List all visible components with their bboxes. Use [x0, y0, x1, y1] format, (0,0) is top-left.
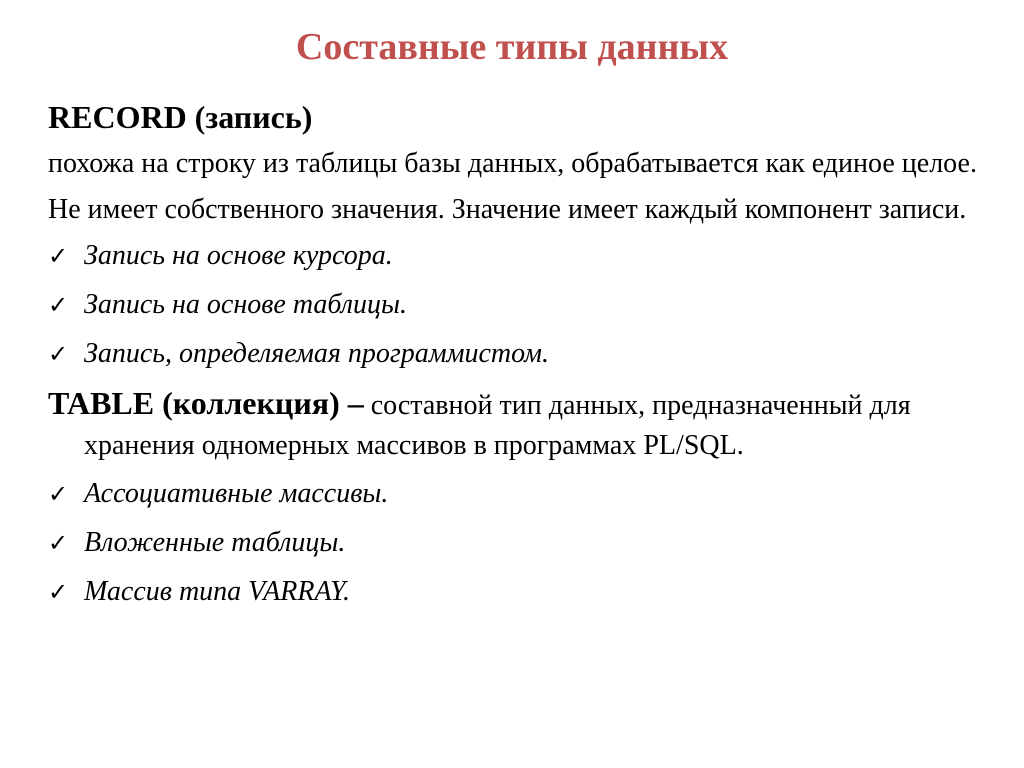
table-description: составной тип данных, предназначенный для хранения одномерных массивов в программах PL/SQL. [84, 390, 911, 461]
record-description: похожа на строку из таблицы базы данных, обрабатывается как единое целое. [48, 148, 977, 179]
list-item-text: Массив типа VARRAY. [84, 576, 351, 607]
checkmark-icon: ✓ [48, 340, 69, 368]
list-item-text: Вложенные таблицы. [84, 527, 346, 558]
slide-title: Составные типы данных [295, 26, 729, 68]
checkmark-icon: ✓ [48, 578, 69, 606]
slide-content [48, 96, 988, 621]
list-item-text: Запись, определяемая программистом. [84, 338, 549, 369]
table-item-varray [48, 572, 988, 612]
record-item-table [48, 285, 988, 325]
checkmark-icon: ✓ [48, 242, 69, 270]
list-item-text: Ассоциативные массивы. [84, 478, 389, 509]
list-item-text: Запись на основе курсора. [84, 240, 393, 271]
record-value-note: Не имеет собственного значения. Значение имеет каждый компонент записи. [48, 194, 967, 225]
record-heading: RECORD (запись) [48, 99, 313, 135]
checkmark-icon: ✓ [48, 480, 69, 508]
checkmark-icon: ✓ [48, 529, 69, 557]
record-item-programmer [48, 334, 988, 374]
table-term: TABLE (коллекция) – [48, 385, 364, 421]
table-definition [48, 383, 988, 466]
list-item-text: Запись на основе таблицы. [84, 289, 407, 320]
record-item-cursor [48, 236, 988, 276]
table-item-associative [48, 474, 988, 514]
table-item-nested [48, 523, 988, 563]
checkmark-icon: ✓ [48, 291, 69, 319]
